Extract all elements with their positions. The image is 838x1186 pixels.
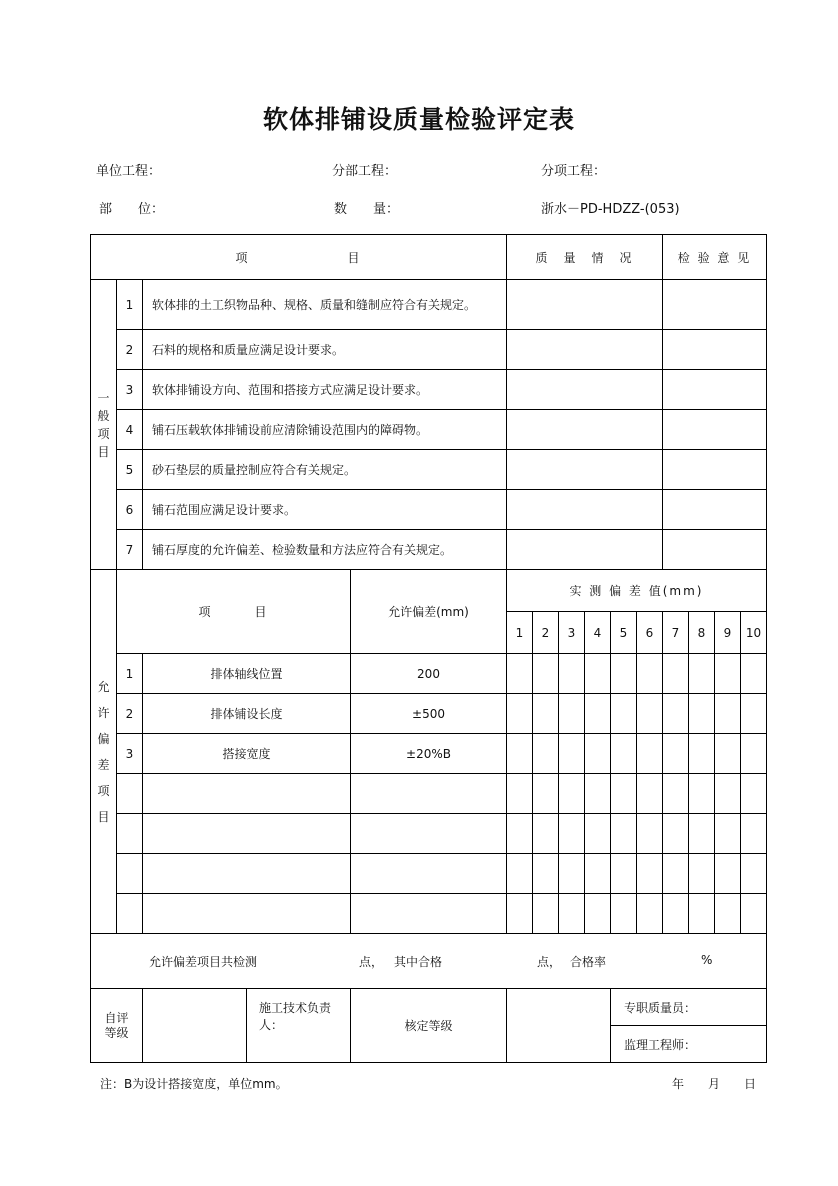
deviation-items-label: 允 许 偏 差 项 目 [91, 570, 117, 934]
unit-project-label: 单位工程： [96, 164, 162, 179]
summary-percent: % [701, 953, 713, 967]
table-row [91, 410, 767, 450]
table-row [91, 280, 767, 330]
measure-col-6: 6 [637, 612, 663, 654]
quantity-label: 数 量： [334, 202, 400, 217]
dev-no: 2 [117, 694, 143, 734]
table-row [91, 450, 767, 490]
item-no: 2 [117, 330, 143, 370]
self-eval-label: 自评 等级 [91, 989, 143, 1063]
table-row [91, 734, 767, 774]
table-row [91, 490, 767, 530]
measure-col-10: 10 [741, 612, 767, 654]
opinion-cell [663, 370, 767, 410]
measure-col-9: 9 [715, 612, 741, 654]
measure-col-5: 5 [611, 612, 637, 654]
quality-cell [507, 280, 663, 330]
table-row [91, 774, 767, 814]
table-row [91, 894, 767, 934]
division-project-label: 分部工程： [332, 164, 398, 179]
item-text: 软体排铺设方向、范围和搭接方式应满足设计要求。 [143, 370, 507, 410]
col-quality-header: 质 量 情 况 [507, 235, 663, 280]
general-items-label: 一 般 项 目 [91, 280, 117, 570]
item-project-label: 分项工程： [541, 164, 607, 179]
dev-no: 3 [117, 734, 143, 774]
item-text: 砂石垫层的质量控制应符合有关规定。 [143, 450, 507, 490]
opinion-cell [663, 410, 767, 450]
self-eval-cell [143, 989, 247, 1063]
quality-cell [507, 330, 663, 370]
quality-cell [507, 490, 663, 530]
measure-col-4: 4 [585, 612, 611, 654]
measure-col-2: 2 [533, 612, 559, 654]
location-label: 部 位： [99, 202, 165, 217]
col-item-header: 项 目 [91, 235, 507, 280]
summary-qualified: 其中合格 [394, 955, 443, 969]
item-text: 石料的规格和质量应满足设计要求。 [143, 330, 507, 370]
summary-checked: 允许偏差项目共检测 [149, 955, 258, 969]
dev-col-measured-header: 实 测 偏 差 值(mm) [507, 570, 767, 612]
construction-lead-label: 施工技术负责人： [247, 989, 351, 1063]
item-no: 1 [117, 280, 143, 330]
col-opinion-header: 检 验 意 见 [663, 235, 767, 280]
summary-rate: 合格率 [570, 955, 607, 969]
measure-col-7: 7 [663, 612, 689, 654]
verified-grade-cell [507, 989, 611, 1063]
item-no: 3 [117, 370, 143, 410]
form-code: 浙水－PD-HDZZ-(053) [541, 202, 680, 217]
opinion-cell [663, 280, 767, 330]
verified-grade-label: 核定等级 [351, 989, 507, 1063]
table-row [91, 370, 767, 410]
table-row [91, 330, 767, 370]
dev-col-allowed-header: 允许偏差(mm) [351, 570, 507, 654]
dev-allowed: 200 [351, 654, 507, 694]
measure-col-1: 1 [507, 612, 533, 654]
quality-officer-label: 专职质量员： [611, 989, 767, 1026]
measure-col-8: 8 [689, 612, 715, 654]
footer-note: 注：B为设计搭接宽度，单位mm。 [100, 1077, 288, 1091]
table-row [91, 854, 767, 894]
dev-allowed: ±20%B [351, 734, 507, 774]
dev-allowed: ±500 [351, 694, 507, 734]
table-row [91, 694, 767, 734]
item-text: 铺石厚度的允许偏差、检验数量和方法应符合有关规定。 [143, 530, 507, 570]
dev-name: 排体轴线位置 [143, 654, 351, 694]
quality-cell [507, 450, 663, 490]
item-no: 5 [117, 450, 143, 490]
item-text: 铺石范围应满足设计要求。 [143, 490, 507, 530]
summary-points1: 点， [359, 955, 384, 969]
dev-name: 排体铺设长度 [143, 694, 351, 734]
quality-cell [507, 410, 663, 450]
opinion-cell [663, 450, 767, 490]
summary-row [91, 934, 767, 989]
item-no: 7 [117, 530, 143, 570]
dev-col-item-header: 项 目 [117, 570, 351, 654]
inspection-table [90, 234, 767, 1063]
opinion-cell [663, 530, 767, 570]
opinion-cell [663, 490, 767, 530]
item-text: 软体排的土工织物品种、规格、质量和缝制应符合有关规定。 [143, 280, 507, 330]
dev-no: 1 [117, 654, 143, 694]
table-row [91, 654, 767, 694]
table-row [91, 814, 767, 854]
table-row [91, 530, 767, 570]
page-title: 软体排铺设质量检验评定表 [262, 105, 575, 134]
quality-cell [507, 370, 663, 410]
summary-points2: 点， [537, 955, 562, 969]
opinion-cell [663, 330, 767, 370]
measure-col-3: 3 [559, 612, 585, 654]
quality-cell [507, 530, 663, 570]
item-no: 6 [117, 490, 143, 530]
supervisor-label: 监理工程师： [611, 1026, 767, 1063]
footer-date: 年 月 日 [672, 1077, 757, 1091]
dev-name: 搭接宽度 [143, 734, 351, 774]
item-no: 4 [117, 410, 143, 450]
item-text: 铺石压载软体排铺设前应清除铺设范围内的障碍物。 [143, 410, 507, 450]
